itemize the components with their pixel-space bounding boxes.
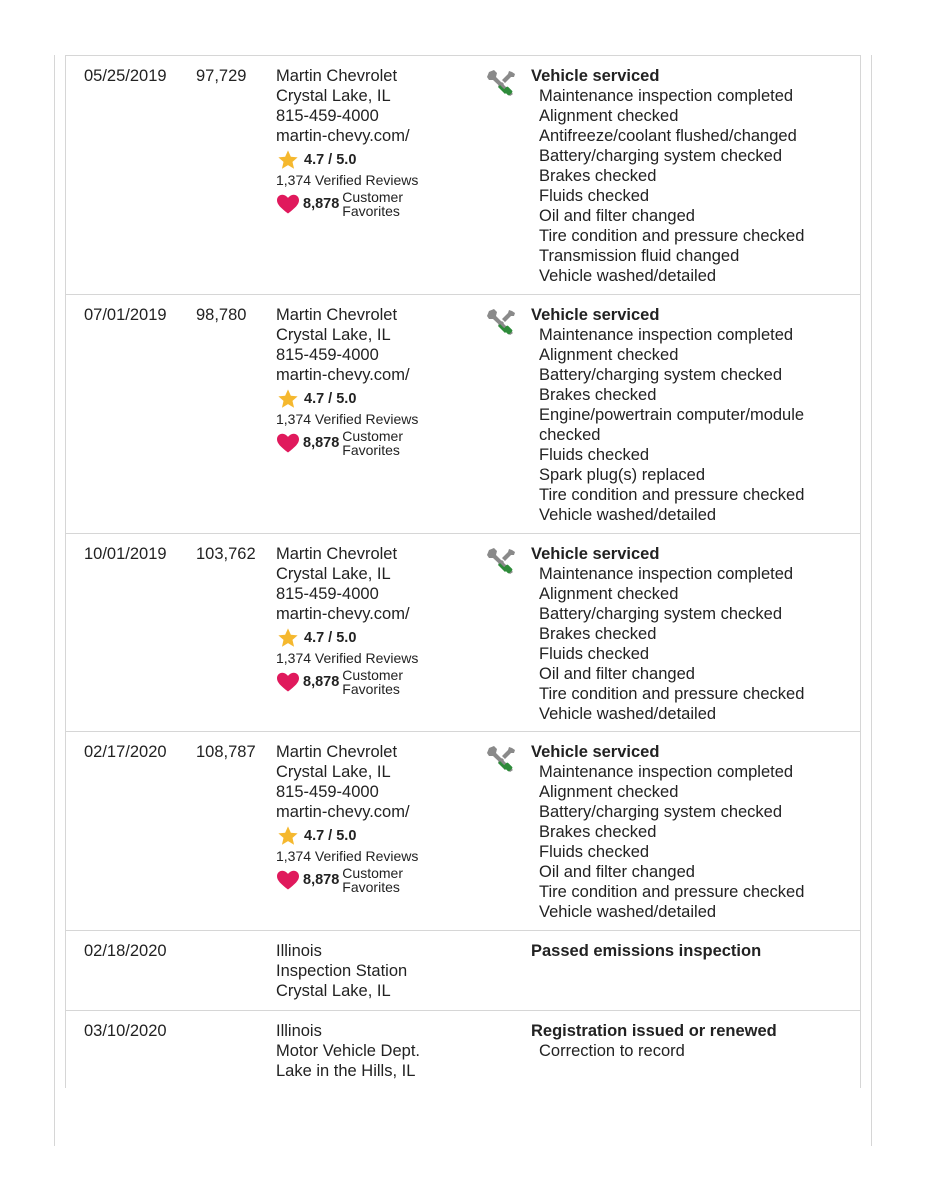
- record-details: [531, 305, 849, 525]
- source-name: Martin Chevrolet: [276, 306, 398, 324]
- source-type: Motor Vehicle Dept.: [276, 1042, 420, 1060]
- detail-item: Oil and filter changed: [539, 863, 695, 881]
- record-date: 03/10/2020: [84, 1022, 167, 1040]
- source-name: Martin Chevrolet: [276, 67, 398, 85]
- service-tools-icon: [485, 307, 519, 337]
- favorites-label-line2: Favorites: [342, 203, 400, 219]
- favorites-label: [342, 668, 403, 696]
- detail-item: Fluids checked: [539, 446, 650, 464]
- detail-item: Transmission fluid changed: [539, 247, 740, 265]
- heart-icon: [276, 433, 300, 453]
- detail-item: Engine/powertrain computer/module checked: [539, 406, 805, 444]
- record-details: [531, 742, 804, 922]
- source-phone[interactable]: 815-459-4000: [276, 346, 379, 364]
- record-date: 10/01/2019: [84, 545, 167, 563]
- detail-item: Brakes checked: [539, 625, 657, 643]
- page-frame-right-border: [871, 55, 872, 1146]
- star-icon: [276, 388, 300, 410]
- source-name: Illinois: [276, 942, 322, 960]
- favorites-label-line1: Customer: [342, 428, 403, 444]
- detail-item: Battery/charging system checked: [539, 366, 783, 384]
- source-website-link[interactable]: martin-chevy.com/: [276, 605, 410, 623]
- detail-item: Tire condition and pressure checked: [539, 685, 805, 703]
- detail-item: Brakes checked: [539, 167, 657, 185]
- rating-value: 4.7 / 5.0: [304, 152, 357, 168]
- detail-item: Fluids checked: [539, 645, 650, 663]
- service-tools-icon: [485, 546, 519, 576]
- detail-title: Vehicle serviced: [531, 306, 660, 324]
- favorites-label-line2: Favorites: [342, 879, 400, 895]
- detail-item: Brakes checked: [539, 386, 657, 404]
- record-odometer: 103,762: [196, 545, 256, 563]
- detail-title: Passed emissions inspection: [531, 942, 762, 960]
- detail-item: Battery/charging system checked: [539, 605, 783, 623]
- history-record: [66, 534, 860, 732]
- dealer-rating: [276, 149, 418, 171]
- rating-value: 4.7 / 5.0: [304, 630, 357, 646]
- detail-item: Vehicle washed/detailed: [539, 506, 717, 524]
- record-source: [276, 544, 418, 696]
- source-location: Crystal Lake, IL: [276, 565, 391, 583]
- verified-reviews-link[interactable]: 1,374 Verified Reviews: [276, 172, 419, 188]
- detail-item: Brakes checked: [539, 823, 657, 841]
- detail-item: Vehicle washed/detailed: [539, 705, 717, 723]
- detail-item: Vehicle washed/detailed: [539, 267, 717, 285]
- history-record: [66, 732, 860, 931]
- record-details: [531, 941, 761, 961]
- source-location: Crystal Lake, IL: [276, 763, 391, 781]
- star-icon: [276, 825, 300, 847]
- customer-favorites: [276, 866, 418, 894]
- favorites-label: [342, 429, 403, 457]
- detail-item: Tire condition and pressure checked: [539, 883, 805, 901]
- source-phone[interactable]: 815-459-4000: [276, 783, 379, 801]
- detail-item: Spark plug(s) replaced: [539, 466, 705, 484]
- favorites-count: 8,878: [303, 674, 340, 690]
- rating-value: 4.7 / 5.0: [304, 391, 357, 407]
- dealer-rating: [276, 627, 418, 649]
- source-website-link[interactable]: martin-chevy.com/: [276, 366, 410, 384]
- detail-item: Maintenance inspection completed: [539, 87, 794, 105]
- detail-item: Alignment checked: [539, 346, 679, 364]
- source-website-link[interactable]: martin-chevy.com/: [276, 127, 410, 145]
- record-odometer: 108,787: [196, 743, 256, 761]
- dealer-rating: [276, 825, 418, 847]
- detail-item: Alignment checked: [539, 783, 679, 801]
- detail-item: Tire condition and pressure checked: [539, 486, 805, 504]
- record-source: [276, 941, 407, 1001]
- history-record: [66, 295, 860, 534]
- rating-value: 4.7 / 5.0: [304, 828, 357, 844]
- page-frame-left-border: [54, 55, 55, 1146]
- verified-reviews-link[interactable]: 1,374 Verified Reviews: [276, 650, 419, 666]
- verified-reviews-link[interactable]: 1,374 Verified Reviews: [276, 411, 419, 427]
- record-date: 07/01/2019: [84, 306, 167, 324]
- star-icon: [276, 149, 300, 171]
- favorites-label-line2: Favorites: [342, 681, 400, 697]
- detail-title: Vehicle serviced: [531, 743, 660, 761]
- detail-item: Tire condition and pressure checked: [539, 227, 805, 245]
- record-source: [276, 305, 418, 457]
- customer-favorites: [276, 190, 418, 218]
- detail-item: Antifreeze/coolant flushed/changed: [539, 127, 797, 145]
- favorites-count: 8,878: [303, 196, 340, 212]
- record-source: [276, 66, 418, 218]
- history-record: [66, 931, 860, 1011]
- source-location: Crystal Lake, IL: [276, 87, 391, 105]
- favorites-count: 8,878: [303, 435, 340, 451]
- detail-title: Vehicle serviced: [531, 67, 660, 85]
- customer-favorites: [276, 668, 418, 696]
- record-odometer: 98,780: [196, 306, 247, 324]
- history-record: [66, 56, 860, 295]
- source-location: Crystal Lake, IL: [276, 982, 391, 1000]
- source-website-link[interactable]: martin-chevy.com/: [276, 803, 410, 821]
- favorites-label-line1: Customer: [342, 865, 403, 881]
- service-tools-icon: [485, 68, 519, 98]
- detail-item: Battery/charging system checked: [539, 147, 783, 165]
- detail-item: Oil and filter changed: [539, 207, 695, 225]
- favorites-label-line1: Customer: [342, 189, 403, 205]
- record-date: 05/25/2019: [84, 67, 167, 85]
- history-record: [66, 1011, 860, 1088]
- record-source: [276, 1021, 420, 1081]
- record-date: 02/18/2020: [84, 942, 167, 960]
- detail-title: Vehicle serviced: [531, 545, 660, 563]
- favorites-label: [342, 866, 403, 894]
- source-name: Martin Chevrolet: [276, 545, 398, 563]
- detail-item: Fluids checked: [539, 843, 650, 861]
- record-details: [531, 1021, 777, 1061]
- vehicle-history-table: [65, 55, 861, 1088]
- heart-icon: [276, 870, 300, 890]
- source-name: Illinois: [276, 1022, 322, 1040]
- detail-item: Correction to record: [539, 1042, 685, 1060]
- detail-item: Alignment checked: [539, 585, 679, 603]
- source-location: Lake in the Hills, IL: [276, 1062, 416, 1080]
- favorites-label: [342, 190, 403, 218]
- favorites-label-line2: Favorites: [342, 442, 400, 458]
- detail-item: Battery/charging system checked: [539, 803, 783, 821]
- detail-item: Maintenance inspection completed: [539, 763, 794, 781]
- detail-item: Maintenance inspection completed: [539, 326, 794, 344]
- record-date: 02/17/2020: [84, 743, 167, 761]
- heart-icon: [276, 672, 300, 692]
- detail-item: Maintenance inspection completed: [539, 565, 794, 583]
- favorites-label-line1: Customer: [342, 667, 403, 683]
- record-source: [276, 742, 418, 894]
- detail-item: Vehicle washed/detailed: [539, 903, 717, 921]
- source-name: Martin Chevrolet: [276, 743, 398, 761]
- detail-item: Alignment checked: [539, 107, 679, 125]
- detail-item: Oil and filter changed: [539, 665, 695, 683]
- source-type: Inspection Station: [276, 962, 408, 980]
- record-details: [531, 544, 804, 724]
- heart-icon: [276, 194, 300, 214]
- dealer-rating: [276, 388, 418, 410]
- source-location: Crystal Lake, IL: [276, 326, 391, 344]
- detail-item: Fluids checked: [539, 187, 650, 205]
- source-phone[interactable]: 815-459-4000: [276, 107, 379, 125]
- star-icon: [276, 627, 300, 649]
- customer-favorites: [276, 429, 418, 457]
- record-details: [531, 66, 804, 286]
- source-phone[interactable]: 815-459-4000: [276, 585, 379, 603]
- detail-title: Registration issued or renewed: [531, 1022, 777, 1040]
- favorites-count: 8,878: [303, 872, 340, 888]
- verified-reviews-link[interactable]: 1,374 Verified Reviews: [276, 848, 419, 864]
- service-tools-icon: [485, 744, 519, 774]
- record-odometer: 97,729: [196, 67, 247, 85]
